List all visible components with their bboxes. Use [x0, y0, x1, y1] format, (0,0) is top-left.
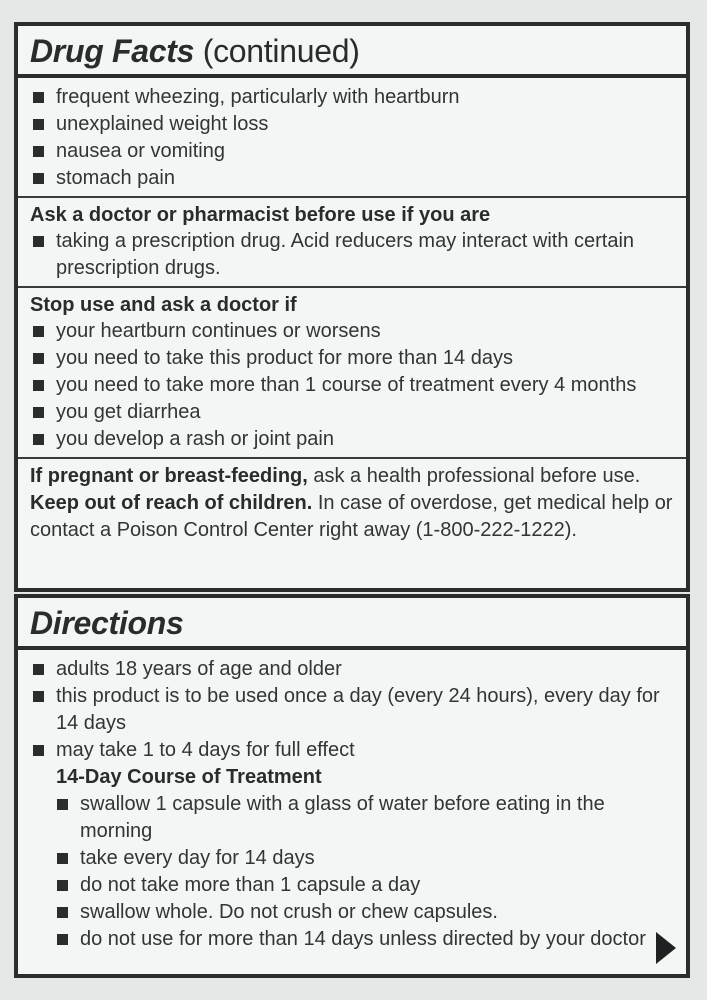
square-bullet-icon — [33, 146, 44, 157]
square-bullet-icon — [33, 664, 44, 675]
list-item: you need to take this product for more than 14 days — [30, 345, 674, 372]
list-item: do not use for more than 14 days unless directed by your doctor — [54, 926, 674, 953]
title-continued: (continued) — [202, 33, 360, 69]
directions-title: Directions — [30, 605, 184, 641]
square-bullet-icon — [33, 691, 44, 702]
square-bullet-icon — [33, 353, 44, 364]
section-divider — [18, 196, 686, 198]
directions-list — [30, 656, 674, 764]
square-bullet-icon — [33, 380, 44, 391]
list-item: take every day for 14 days — [54, 845, 674, 872]
stop-use-list — [30, 318, 674, 453]
ask-doctor-list — [30, 228, 674, 282]
list-item: adults 18 years of age and older — [30, 656, 674, 683]
square-bullet-icon — [57, 853, 68, 864]
list-item: this product is to be used once a day (every 24 hours), every day for 14 days — [30, 683, 674, 737]
square-bullet-icon — [33, 173, 44, 184]
warning-list — [30, 84, 674, 192]
square-bullet-icon — [33, 407, 44, 418]
list-item: nausea or vomiting — [30, 138, 674, 165]
list-item: frequent wheezing, particularly with heartburn — [30, 84, 674, 111]
list-item: swallow whole. Do not crush or chew capsules. — [54, 899, 674, 926]
square-bullet-icon — [33, 326, 44, 337]
list-item: do not take more than 1 capsule a day — [54, 872, 674, 899]
list-item: you develop a rash or joint pain — [30, 426, 674, 453]
list-item: may take 1 to 4 days for full effect — [30, 737, 674, 764]
list-item: your heartburn continues or worsens — [30, 318, 674, 345]
square-bullet-icon — [33, 745, 44, 756]
square-bullet-icon — [57, 907, 68, 918]
square-bullet-icon — [57, 799, 68, 810]
square-bullet-icon — [33, 92, 44, 103]
list-item: you need to take more than 1 course of treatment every 4 months — [30, 372, 674, 399]
square-bullet-icon — [33, 119, 44, 130]
title-rule — [18, 74, 686, 78]
list-item: taking a prescription drug. Acid reducers may interact with certain prescription drugs. — [30, 228, 674, 282]
section-divider — [18, 286, 686, 288]
stop-use-heading: Stop use and ask a doctor if — [30, 294, 297, 316]
title-rule — [18, 646, 686, 650]
children-warning: Keep out of reach of children. In case of overdose, get medical help or contact a Poison Control Center right away (1-800-222-1222). — [30, 492, 673, 541]
course-list — [30, 791, 674, 953]
square-bullet-icon — [33, 236, 44, 247]
list-item: swallow 1 capsule with a glass of water before eating in the morning — [54, 791, 674, 845]
title-main: Drug Facts — [30, 33, 195, 69]
directions-panel — [14, 594, 690, 978]
square-bullet-icon — [33, 434, 44, 445]
continue-arrow-icon — [656, 932, 676, 964]
pregnancy-warning: If pregnant or breast-feeding, ask a health professional before use. — [30, 465, 641, 487]
ask-doctor-heading: Ask a doctor or pharmacist before use if you are — [30, 204, 491, 226]
drug-facts-panel — [14, 22, 690, 592]
list-item: you get diarrhea — [30, 399, 674, 426]
course-heading: 14-Day Course of Treatment — [56, 766, 322, 788]
square-bullet-icon — [57, 934, 68, 945]
list-item: unexplained weight loss — [30, 111, 674, 138]
list-item: stomach pain — [30, 165, 674, 192]
section-divider — [18, 457, 686, 459]
drug-facts-title — [30, 34, 674, 68]
square-bullet-icon — [57, 880, 68, 891]
